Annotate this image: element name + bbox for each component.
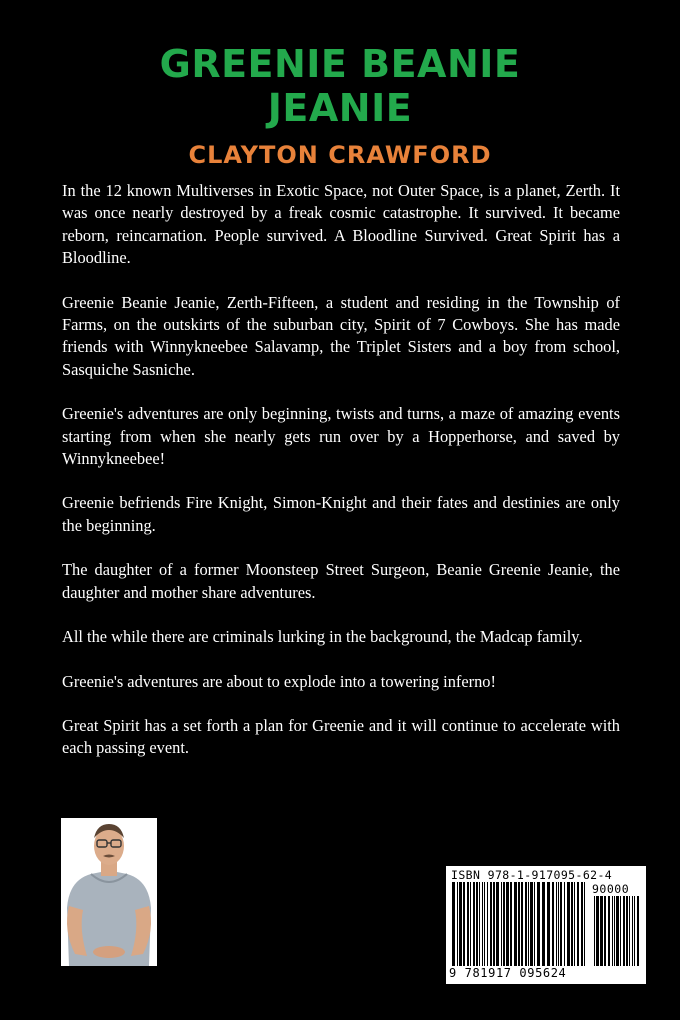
book-title-line-2: JEANIE (267, 86, 413, 130)
blurb-paragraph: In the 12 known Multiverses in Exotic Space, not Outer Space, is a planet, Zerth. It was once nearly destroyed by a freak cosmic catastrophe. It survived. It became reborn, reincarnation. People survived. A Bloodline Survived. Great Spirit has a Bloodline. (62, 181, 620, 268)
author-photo (61, 818, 157, 966)
blurb-paragraph: Greenie Beanie Jeanie, Zerth-Fifteen, a student and residing in the Township of Farms, on the outskirts of the suburban city, Spirit of 7 Cowboys. She has made friends with Winnykneebee Salavamp, the Triplet Sisters and a boy from school, Sasquiche Sasniche. (62, 292, 620, 379)
barcode-bars-icon (452, 882, 588, 966)
ean-digits: 9 781917 095624 (449, 966, 567, 980)
isbn-label: ISBN 978-1-917095-62-4 (451, 868, 613, 882)
isbn-barcode (446, 866, 646, 984)
blurb-paragraph: All the while there are criminals lurking in the background, the Madcap family. (62, 627, 583, 647)
back-cover-blurb (62, 180, 620, 782)
blurb-paragraph: Greenie's adventures are about to explode into a towering inferno! (62, 671, 496, 691)
author-name: CLAYTON CRAWFORD (188, 141, 492, 169)
addon-barcode-bars-icon (594, 896, 640, 966)
price-code: 90000 (592, 882, 630, 896)
blurb-paragraph: Greenie befriends Fire Knight, Simon-Knight and their fates and destinies are only the beginning. (62, 493, 620, 535)
blurb-paragraph: Great Spirit has a set forth a plan for Greenie and it will continue to accelerate with each passing event. (62, 715, 620, 758)
blurb-paragraph: Greenie's adventures are only beginning, twists and turns, a maze of amazing events starting from when she nearly gets run over by a Hopperhorse, and saved by Winnykneebee! (62, 404, 620, 469)
blurb-paragraph: The daughter of a former Moonsteep Street Surgeon, Beanie Greenie Jeanie, the daughter and mother share adventures. (62, 560, 620, 602)
author-portrait-illustration (61, 818, 157, 966)
book-title-line-1: GREENIE BEANIE (159, 42, 521, 86)
